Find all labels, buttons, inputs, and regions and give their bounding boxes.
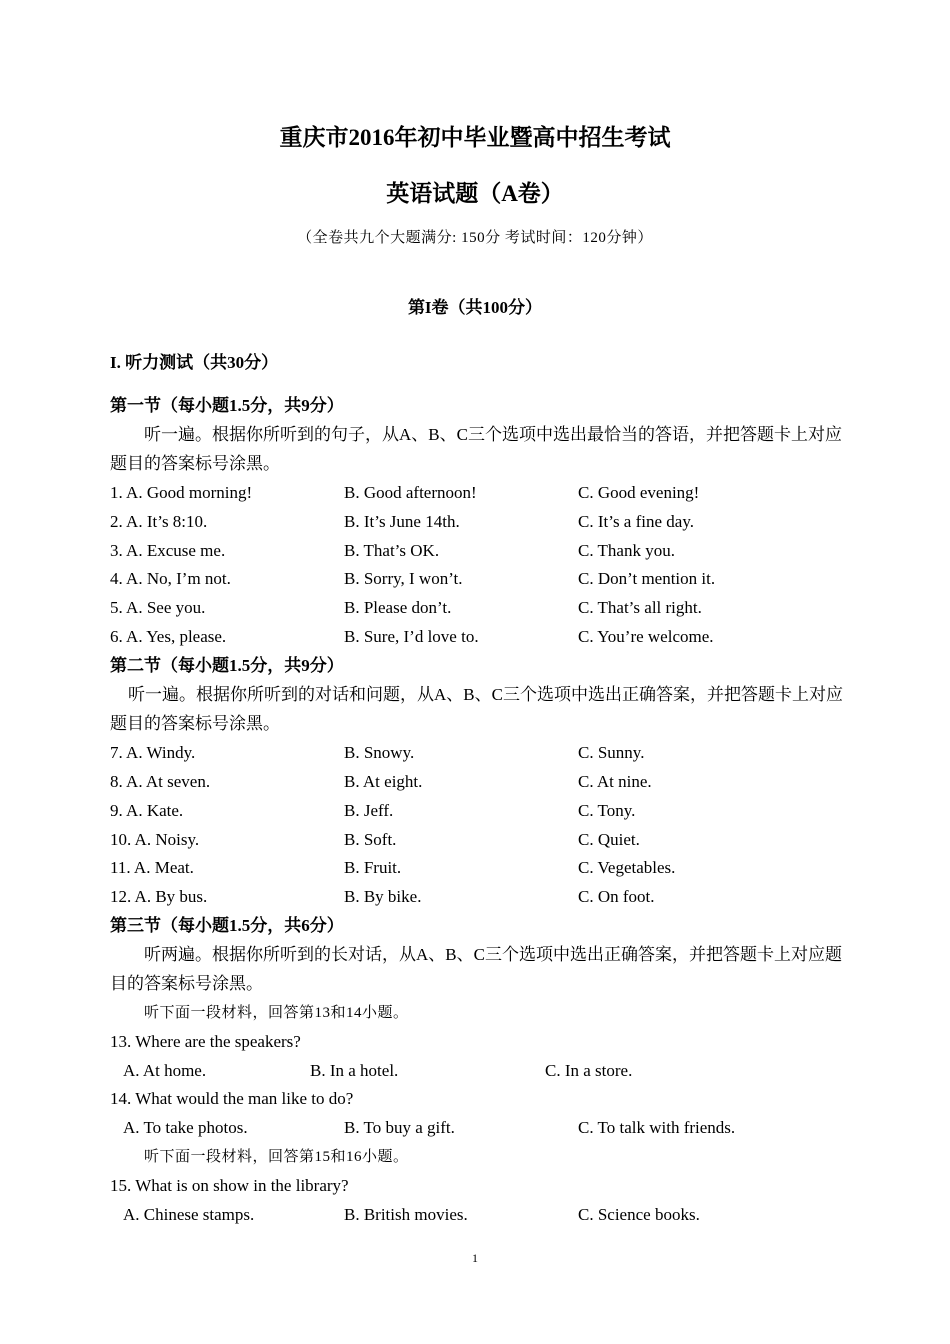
question-option-c: C. Sunny. bbox=[578, 743, 645, 762]
question-option-a: 2. A. It’s 8:10. bbox=[110, 512, 208, 531]
question-option-b: B. Please don’t. bbox=[344, 598, 452, 617]
question-option-c: C. You’re welcome. bbox=[578, 627, 714, 646]
question-option-a: A. To take photos. bbox=[123, 1118, 248, 1137]
question-option-c: C. In a store. bbox=[545, 1061, 633, 1080]
question-option-a: A. Chinese stamps. bbox=[123, 1205, 255, 1224]
exam-note: （全卷共九个大题满分: 150分 考试时间：120分钟） bbox=[297, 230, 653, 246]
subsection-1-instruction: 听一遍。根据你所听到的句子，从A、B、C三个选项中选出最恰当的答语，并把答题卡上对应 bbox=[144, 425, 842, 444]
question-option-b: B. At eight. bbox=[344, 772, 423, 791]
question-option-a: 12. A. By bus. bbox=[110, 887, 208, 906]
question-13: 13. Where are the speakers? bbox=[110, 1032, 301, 1051]
subsection-3-instruction-cont: 目的答案标号涂黑。 bbox=[110, 974, 263, 993]
question-option-c: C. On foot. bbox=[578, 887, 655, 906]
question-option-a: 11. A. Meat. bbox=[110, 858, 194, 877]
question-15: 15. What is on show in the library? bbox=[110, 1176, 349, 1195]
subsection-3-instruction: 听两遍。根据你所听到的长对话，从A、B、C三个选项中选出正确答案，并把答题卡上对应题 bbox=[144, 945, 842, 964]
question-option-c: C. Science books. bbox=[578, 1205, 700, 1224]
subsection-1-heading: 第一节（每小题1.5分，共9分） bbox=[110, 396, 344, 415]
page-number: 1 bbox=[472, 1251, 478, 1265]
question-option-c: C. Good evening! bbox=[578, 483, 700, 502]
question-option-b: B. That’s OK. bbox=[344, 541, 440, 560]
question-option-c: C. Don’t mention it. bbox=[578, 569, 716, 588]
question-option-b: B. In a hotel. bbox=[310, 1061, 399, 1080]
subsection-2-instruction-cont: 题目的答案标号涂黑。 bbox=[110, 714, 280, 733]
question-option-c: C. That’s all right. bbox=[578, 598, 702, 617]
exam-title: 重庆市2016年初中毕业暨高中招生考试 bbox=[279, 125, 671, 150]
subsection-2-heading: 第二节（每小题1.5分，共9分） bbox=[110, 656, 344, 675]
question-option-b: B. British movies. bbox=[344, 1205, 468, 1224]
exam-subtitle: 英语试题（A卷） bbox=[386, 181, 564, 206]
section-heading: I. 听力测试（共30分） bbox=[110, 353, 279, 372]
question-option-a: 4. A. No, I’m not. bbox=[110, 569, 231, 588]
question-option-b: B. To buy a gift. bbox=[344, 1118, 455, 1137]
question-option-b: B. Snowy. bbox=[344, 743, 415, 762]
question-option-b: B. Soft. bbox=[344, 830, 397, 849]
question-option-a: 3. A. Excuse me. bbox=[110, 541, 226, 560]
question-option-b: B. Fruit. bbox=[344, 858, 402, 877]
question-option-a: 5. A. See you. bbox=[110, 598, 206, 617]
question-option-b: B. Good afternoon! bbox=[344, 483, 477, 502]
question-option-b: B. Sure, I’d love to. bbox=[344, 627, 479, 646]
question-option-a: 6. A. Yes, please. bbox=[110, 627, 227, 646]
subsection-2-instruction: 听一遍。根据你所听到的对话和问题，从A、B、C三个选项中选出正确答案，并把答题卡上对应 bbox=[128, 685, 843, 704]
question-option-c: C. Tony. bbox=[578, 801, 636, 820]
question-option-c: C. At nine. bbox=[578, 772, 652, 791]
question-option-a: 8. A. At seven. bbox=[110, 772, 211, 791]
question-option-c: C. Vegetables. bbox=[578, 858, 676, 877]
question-option-a: 1. A. Good morning! bbox=[110, 483, 253, 502]
question-option-c: C. To talk with friends. bbox=[578, 1118, 736, 1137]
subsection-1-instruction-cont: 题目的答案标号涂黑。 bbox=[110, 454, 280, 473]
question-option-b: B. By bike. bbox=[344, 887, 422, 906]
question-14: 14. What would the man like to do? bbox=[110, 1089, 354, 1108]
question-option-c: C. Quiet. bbox=[578, 830, 640, 849]
question-option-c: C. It’s a fine day. bbox=[578, 512, 694, 531]
material-note-2: 听下面一段材料，回答第15和16小题。 bbox=[144, 1149, 409, 1165]
question-option-c: C. Thank you. bbox=[578, 541, 675, 560]
question-option-b: B. Jeff. bbox=[344, 801, 394, 820]
part-heading: 第I卷（共100分） bbox=[407, 298, 543, 317]
question-option-b: B. Sorry, I won’t. bbox=[344, 569, 463, 588]
question-option-a: 7. A. Windy. bbox=[110, 743, 196, 762]
question-option-a: 10. A. Noisy. bbox=[110, 830, 200, 849]
subsection-3-heading: 第三节（每小题1.5分，共6分） bbox=[110, 916, 344, 935]
question-option-b: B. It’s June 14th. bbox=[344, 512, 460, 531]
question-option-a: A. At home. bbox=[123, 1061, 207, 1080]
question-option-a: 9. A. Kate. bbox=[110, 801, 184, 820]
material-note-1: 听下面一段材料，回答第13和14小题。 bbox=[144, 1005, 409, 1021]
